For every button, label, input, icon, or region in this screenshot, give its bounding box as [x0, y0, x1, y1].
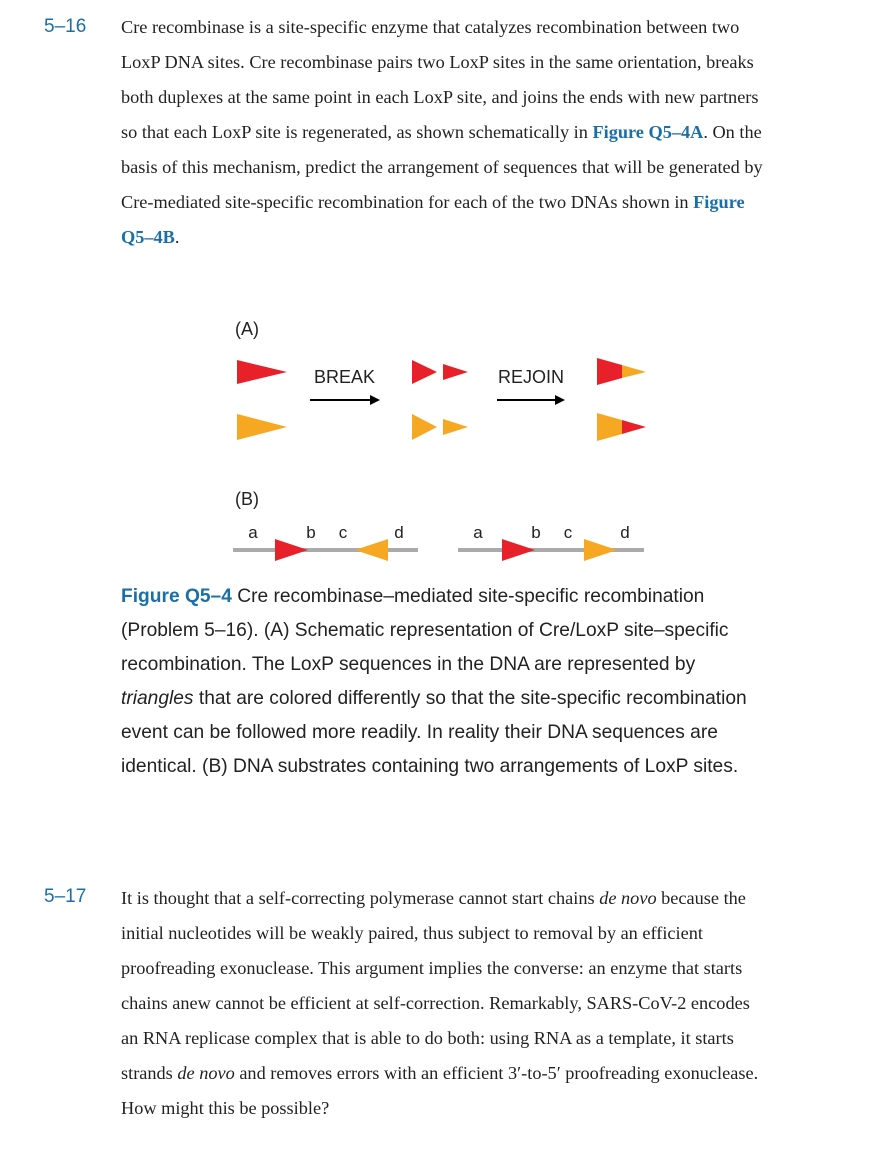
dna2-label-b: b: [531, 523, 541, 542]
text-emphasis: de novo: [177, 1063, 235, 1083]
rejoin-label: REJOIN: [498, 367, 565, 387]
panel-a-label: (A): [235, 319, 259, 339]
break-label: BREAK: [314, 367, 376, 387]
dna2-label-d: d: [620, 523, 630, 542]
loxp-site-reverse-orange: [355, 539, 388, 561]
loxp-triangle-red: [237, 360, 287, 384]
loxp-recombined-orange-half: [597, 413, 622, 441]
loxp-recombined-orange-half: [622, 365, 646, 378]
problem-text: [121, 881, 771, 1126]
problem-text-part: It is thought that a self-correcting polymerase cannot start chains: [121, 888, 600, 908]
figure-reference-link[interactable]: Figure Q5–4A: [592, 122, 704, 142]
loxp-site-forward-orange: [584, 539, 617, 561]
text-emphasis: de novo: [599, 888, 657, 908]
dna2-label-a: a: [473, 523, 483, 542]
dna1-label-d: d: [394, 523, 404, 542]
figure-q5-4: [0, 0, 884, 580]
problem-number: 5–16: [44, 16, 87, 37]
problem-text-part: and removes errors with an efficient 3′-to-5′ proofreading exonuclease. How might this be possible?: [121, 1063, 759, 1118]
caption-title: Figure Q5–4: [121, 586, 232, 607]
loxp-half-red: [443, 364, 468, 380]
dna1-label-b: b: [306, 523, 316, 542]
loxp-recombined-red-half: [597, 358, 622, 385]
loxp-site-forward-red: [275, 539, 308, 561]
dna2-label-c: c: [563, 523, 573, 542]
loxp-site-forward-red: [502, 539, 535, 561]
figure-reference-link[interactable]: Figure Q5–4B: [121, 192, 745, 247]
dna1-label-a: a: [248, 523, 258, 542]
caption-text-part: Cre recombinase–mediated site-specific recombination (Problem 5–16). (A) Schematic representation of Cre/LoxP site–specific recombination. The LoxP sequences in the DNA are represented by: [121, 586, 729, 675]
loxp-triangle-orange: [237, 414, 287, 440]
loxp-half-orange: [412, 414, 437, 440]
dna1-label-c: c: [338, 523, 348, 542]
panel-b-label: (B): [235, 489, 259, 509]
problem-text-part: Cre recombinase is a site-specific enzyme that catalyzes recombination between two LoxP DNA sites. Cre recombinase pairs two LoxP sites in the same orientation, breaks both duplexes at the same point in each LoxP site, and joins the ends with new partners so that each LoxP site is regenerated, as shown schematically in: [121, 17, 759, 142]
caption-emphasis: triangles: [121, 688, 194, 709]
figure-caption: [121, 580, 771, 784]
loxp-half-red: [412, 360, 437, 384]
problem-text-part: because the initial nucleotides will be weakly paired, thus subject to removal by an efficient proofreading exonuclease. This argument implies the converse: an enzyme that starts chains anew cannot be efficient at self-correction. Remarkably, SARS-CoV-2 encodes an RNA replicase complex that is able to do both: using RNA as a template, it starts strands: [121, 888, 750, 1083]
loxp-half-orange: [443, 419, 468, 435]
break-arrowhead: [370, 395, 380, 405]
caption-text-part: that are colored differently so that the site-specific recombination event can be followed more readily. In reality their DNA sequences are identical. (B) DNA substrates containing two arrangements of LoxP sites.: [121, 688, 747, 777]
problem-number: 5–17: [44, 886, 87, 907]
problem-text-part: . On the basis of this mechanism, predict the arrangement of sequences that will be generated by Cre-mediated site-specific recombination for each of the two DNAs shown in: [121, 122, 763, 212]
loxp-recombined-red-half: [622, 420, 646, 434]
problem-text-part: .: [174, 227, 180, 247]
rejoin-arrowhead: [555, 395, 565, 405]
